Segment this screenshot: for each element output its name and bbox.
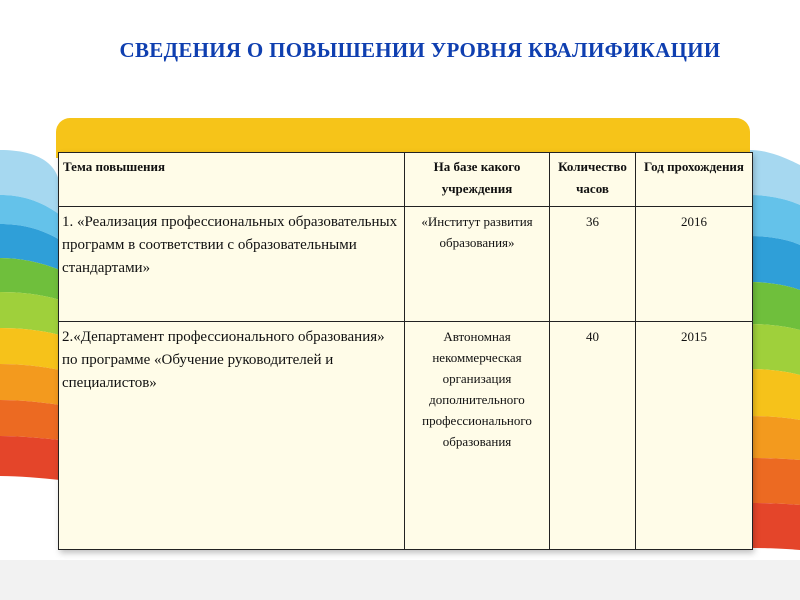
- column-header-institution: На базе какого учреждения: [405, 153, 550, 207]
- cell-topic: 2.«Департамент профессионального образования» по программе «Обучение руководителей и специалистов»: [59, 322, 405, 550]
- cell-year: 2015: [636, 322, 753, 550]
- cell-institution: «Институт развития образования»: [405, 207, 550, 322]
- column-header-topic: Тема повышения: [59, 153, 405, 207]
- table-row: [59, 207, 753, 322]
- slide-title: СВЕДЕНИЯ О ПОВЫШЕНИИ УРОВНЯ КВАЛИФИКАЦИИ: [119, 38, 721, 62]
- table-header-row: [59, 153, 753, 207]
- table-row: [59, 322, 753, 550]
- cell-topic: 1. «Реализация профессиональных образовательных программ в соответствии с образовательными стандартами»: [59, 207, 405, 322]
- cell-hours: 36: [550, 207, 636, 322]
- column-header-year: Год прохождения: [636, 153, 753, 207]
- cell-institution: Автономная некоммерческая организация дополнительного профессионального образования: [405, 322, 550, 550]
- column-header-hours: Количество часов: [550, 153, 636, 207]
- cell-year: 2016: [636, 207, 753, 322]
- cell-hours: 40: [550, 322, 636, 550]
- qualification-table: [58, 152, 752, 550]
